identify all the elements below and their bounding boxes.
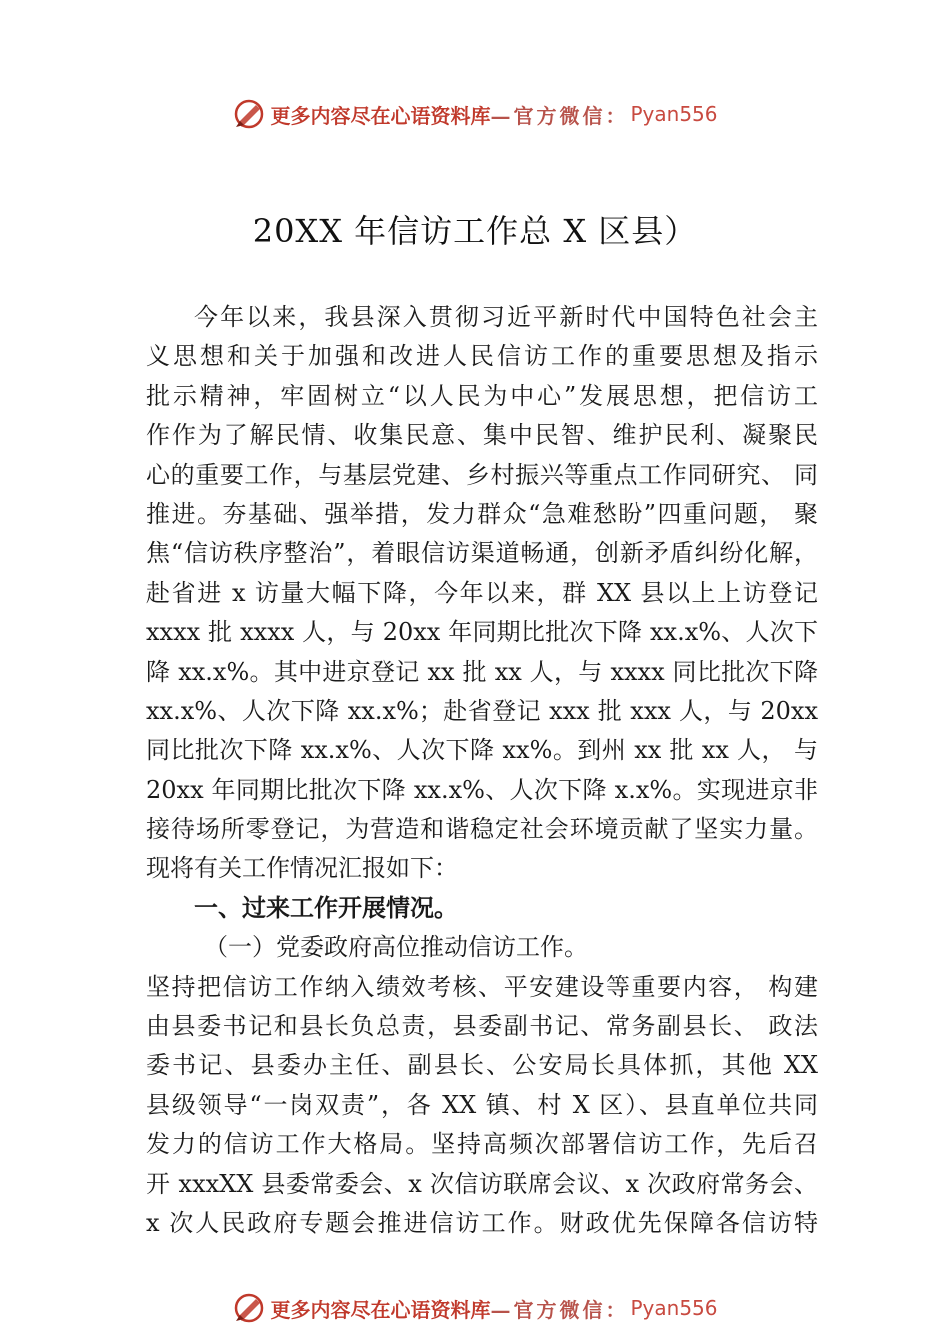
text-line: 现将有关工作情况汇报如下： [146, 854, 458, 883]
text-line: 焦“信访秩序整治”，着眼信访渠道畅通，创新矛盾纠纷化解， [146, 539, 818, 568]
paragraph-1 [146, 298, 818, 889]
text-line: 委书记、县委办主任、副县长、公安局长具体抓，其他 XX [146, 1051, 818, 1080]
text-line: 赴省进 x 访量大幅下降，今年以来，群 XX 县以上上访登记 [146, 578, 818, 607]
text-line: 降 xx.x%。其中进京登记 xx 批 xx 人，与 xxxx 同比批次下降 [146, 657, 818, 686]
text-line: 今年以来，我县深入贯彻习近平新时代中国特色社会主 [194, 303, 818, 331]
text-line: 开 xxxXX 县委常委会、x 次信访联席会议、x 次政府常务会、 [146, 1169, 818, 1198]
text-line: 心的重要工作，与基层党建、乡村振兴等重点工作同研究、 同 [146, 460, 818, 489]
text-line: xx.x%、人次下降 xx.x%；赴省登记 xxx 批 xxx 人，与 20xx [146, 696, 818, 725]
paragraph-2 [146, 968, 818, 1244]
text-line: 作作为了解民情、收集民意、集中民智、维护民利、凝聚民 [146, 421, 818, 450]
pen-logo-icon [232, 1291, 266, 1325]
subsection-heading: （一）党委政府高位推动信访工作。 [204, 933, 588, 962]
text-line: 20xx 年同期比批次下降 xx.x%、人次下降 x.x%。实现进京非 [146, 775, 818, 804]
text-line: x 次人民政府专题会推进信访工作。财政优先保障各信访特 [146, 1208, 818, 1237]
text-line: 接待场所零登记，为营造和谐稳定社会环境贡献了坚实力量。 [146, 815, 818, 844]
text-line: 义思想和关于加强和改进人民信访工作的重要思想及指示 [146, 342, 818, 371]
watermark-wechat-id: Pyan556 [630, 102, 718, 126]
text-line: xxxx 批 xxxx 人，与 20xx 年同期比批次下降 xx.x%、人次下 [146, 618, 818, 647]
text-line: 坚持把信访工作纳入绩效考核、平安建设等重要内容， 构建 [146, 972, 818, 1001]
watermark-banner-top [0, 94, 950, 134]
text-line: 批示精神，牢固树立“以人民为中心”发展思想，把信访工 [146, 381, 818, 410]
watermark-separator: —官方微信： [490, 1297, 629, 1322]
section-heading: 一、过来工作开展情况。 [194, 893, 458, 922]
document-body [146, 298, 818, 1243]
text-line: 同比批次下降 xx.x%、人次下降 xx%。到州 xx 批 xx 人， 与 [146, 736, 818, 765]
watermark-text: 更多内容尽在心语资料库 [270, 1297, 491, 1322]
text-line: 由县委书记和县长负总责，县委副书记、常务副县长、 政法 [146, 1012, 818, 1041]
text-line: 推进。夯基础、强举措，发力群众“急难愁盼”四重问题， 聚 [146, 499, 818, 528]
pen-logo-icon [232, 97, 266, 131]
watermark-wechat-id: Pyan556 [630, 1296, 718, 1320]
document-title: 20XX 年信访工作总 X 区县） [252, 212, 698, 250]
watermark-text: 更多内容尽在心语资料库 [270, 103, 491, 128]
text-line: 发力的信访工作大格局。坚持高频次部署信访工作，先后召 [146, 1130, 818, 1159]
watermark-separator: —官方微信： [490, 103, 629, 128]
watermark-banner-bottom [0, 1288, 950, 1328]
text-line: 县级领导“一岗双责”，各 XX 镇、村 X 区）、县直单位共同 [146, 1090, 818, 1119]
